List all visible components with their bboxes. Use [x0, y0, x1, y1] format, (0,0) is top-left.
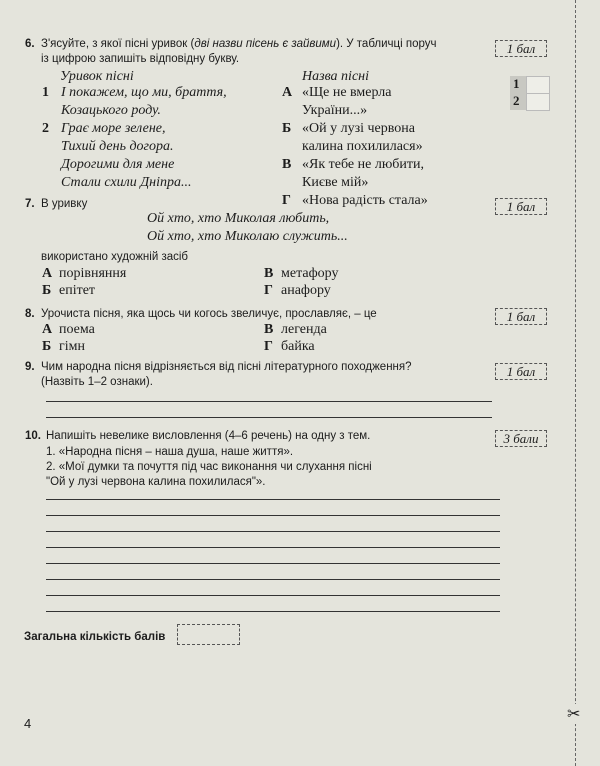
song-a: А «Ще не вмерла України...»	[282, 85, 392, 118]
q8-options-right	[264, 321, 327, 355]
page-number: 4	[24, 716, 32, 731]
total-score-label: Загальна кількість балів	[24, 631, 166, 643]
excerpt-heading: Уривок пісні	[60, 69, 134, 84]
q8-number: 8.	[25, 308, 35, 320]
option-v[interactable]: В метафору	[264, 266, 339, 281]
q9-text-2: (Назвіть 1–2 ознаки).	[41, 376, 153, 388]
q10-topics	[46, 445, 372, 490]
excerpt-list	[42, 84, 227, 192]
option-h[interactable]: Г байка	[264, 339, 315, 354]
q7-number: 7.	[25, 198, 35, 210]
q7-score: 1 бал	[495, 198, 547, 215]
answer-row-label: 1	[513, 76, 520, 91]
q6-text-2: із цифрою запишіть відповідну букву.	[41, 53, 240, 65]
option-a[interactable]: А поема	[42, 322, 95, 337]
option-b[interactable]: Б гімн	[42, 339, 85, 354]
q7-options-right	[264, 265, 338, 299]
answer-line[interactable]	[46, 579, 500, 580]
q8-options-left	[42, 321, 95, 355]
option-h[interactable]: Г анафору	[264, 283, 331, 298]
q9-number: 9.	[25, 361, 35, 373]
answer-line[interactable]	[46, 531, 500, 532]
answer-line[interactable]	[46, 401, 492, 402]
q10-score: 3 бали	[495, 430, 547, 447]
q9-score: 1 бал	[495, 363, 547, 380]
q8-text: Урочиста пісня, яка щось чи когось звеличує, прославляє, – це	[41, 308, 377, 320]
total-score-box[interactable]	[177, 624, 240, 645]
scissors-icon: ✂	[567, 706, 581, 723]
excerpt-1: 1 І покажем, що ми, браття, Козацького роду.	[42, 85, 227, 118]
q10-text: Напишіть невелике висловлення (4–6 речень) на одну з тем.	[46, 430, 371, 442]
answer-line[interactable]	[46, 515, 500, 516]
answer-line[interactable]	[46, 417, 492, 418]
answer-line[interactable]	[46, 595, 500, 596]
answer-cell-1[interactable]	[526, 76, 550, 94]
song-b: Б «Ой у лузі червона калина похилилася»	[282, 121, 423, 154]
option-b[interactable]: Б епітет	[42, 283, 96, 298]
q9-text: Чим народна пісня відрізняється від пісні літературного походження?	[41, 361, 412, 373]
q6-number: 6.	[25, 38, 35, 50]
topic-1: 1. «Народна пісня – наша душа, наше життя».	[46, 446, 294, 458]
song-v: В «Як тебе не любити, Києве мій»	[282, 157, 425, 190]
answer-line[interactable]	[46, 611, 500, 612]
answer-cell-2[interactable]	[526, 93, 550, 111]
q7-text-2: використано художній засіб	[41, 251, 189, 263]
song-list	[282, 84, 428, 210]
q8-score: 1 бал	[495, 308, 547, 325]
q10-number: 10.	[25, 430, 41, 442]
answer-row-label: 2	[513, 93, 520, 108]
q7-options-left	[42, 265, 126, 299]
song-heading: Назва пісні	[302, 69, 369, 84]
answer-line[interactable]	[46, 563, 500, 564]
song-h: Г «Нова радість стала»	[282, 193, 428, 208]
q6-score: 1 бал	[495, 40, 547, 57]
answer-line[interactable]	[46, 499, 500, 500]
topic-2: 2. «Мої думки та почуття під час виконання чи слухання пісні	[46, 461, 372, 473]
cut-line	[575, 0, 576, 766]
option-v[interactable]: В легенда	[264, 322, 327, 337]
answer-line[interactable]	[46, 547, 500, 548]
q6-text: З'ясуйте, з якої пісні уривок (дві назви пісень є зайвими). У табличці поруч	[41, 38, 437, 50]
q7-text: В уривку	[41, 198, 88, 210]
option-a[interactable]: А порівняння	[42, 266, 127, 281]
answer-table	[510, 76, 550, 110]
q7-quote: Ой хто, хто Миколая любить, Ой хто, хто Миколаю служить...	[147, 211, 348, 244]
topic-2-cont: "Ой у лузі червона калина похилилася"».	[46, 476, 266, 488]
excerpt-2: 2 Грає море зелене, Тихий день догора. Дорогими для мене Стали схили Дніпра...	[42, 121, 192, 190]
